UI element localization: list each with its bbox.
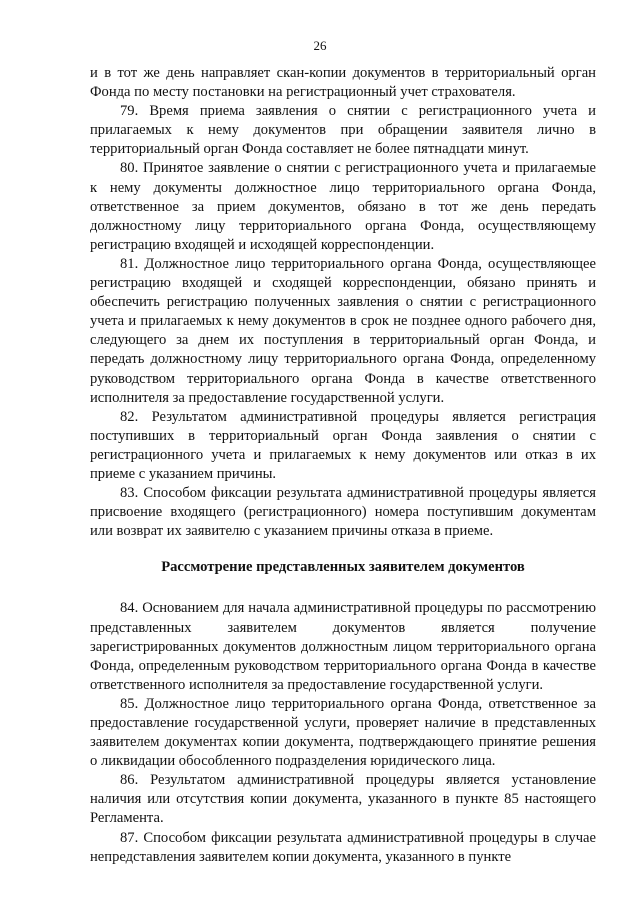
paragraph-81: 81. Должностное лицо территориального органа Фонда, осуществляющее регистрацию входящей и сходящей корреспонденции, обязано принять и обеспечить регистрацию полученных заявления о снятии с регистрационного учета и прилагаемых к нему документов в срок не позднее одного рабочего дня, следующего за днем их поступления в территориальный орган Фонда, и передать должностному лицу территориального органа Фонда, определенному руководством территориального органа Фонда в качестве ответственного исполнителя за предоставление государственной услуги. [90, 255, 596, 406]
paragraph-85: 85. Должностное лицо территориального органа Фонда, ответственное за предоставление государственной услуги, проверяет наличие в представленных заявителем документах копии документа, подтверждающего принятие решения о ликвидации обособленного подразделения юридического лица. [90, 695, 596, 770]
paragraph-86: 86. Результатом административной процедуры является установление наличия или отсутствия копии документа, указанного в пункте 85 настоящего Регламента. [90, 772, 596, 827]
paragraph-80: 80. Принятое заявление о снятии с регистрационного учета и прилагаемые к нему документы должностное лицо территориального органа Фонда, ответственное за прием документов, обязано в тот же день передать должностному лицу территориального органа Фонда, осуществляющему регистрацию входящей и исходящей корреспонденции. [90, 160, 596, 253]
document-body [90, 64, 596, 867]
paragraph-continuation: и в тот же день направляет скан-копии документов в территориальный орган Фонда по месту постановки на регистрационный учет страхователя. [90, 65, 596, 101]
paragraph-82: 82. Результатом административной процедуры является регистрация поступивших в территориальный орган Фонда заявления о снятии с регистрационного учета и прилагаемых к нему документов или отказ в их приеме с указанием причины. [90, 408, 596, 482]
section-heading: Рассмотрение представленных заявителем документов [161, 559, 525, 576]
paragraph-84: 84. Основанием для начала административной процедуры по рассмотрению представленных заявителем документов является получение зарегистрированных документов должностным лицом территориального органа Фонда, определенным руководством территориального органа Фонда в качестве ответственного исполнителя за предоставление государственной услуги. [90, 600, 596, 693]
paragraph-79: 79. Время приема заявления о снятии с регистрационного учета и прилагаемых к нему документов при обращении заявителя лично в территориальный орган Фонда составляет не более пятнадцати минут. [90, 103, 596, 158]
paragraph-87: 87. Способом фиксации результата административной процедуры в случае непредставления заявителем копии документа, указанного в пункте [90, 829, 596, 865]
page-number: 26 [313, 38, 327, 53]
paragraph-83: 83. Способом фиксации результата административной процедуры является присвоение входящего (регистрационного) номера поступившим документам или возврат их заявителю с указанием причины отказа в приеме. [90, 485, 596, 540]
